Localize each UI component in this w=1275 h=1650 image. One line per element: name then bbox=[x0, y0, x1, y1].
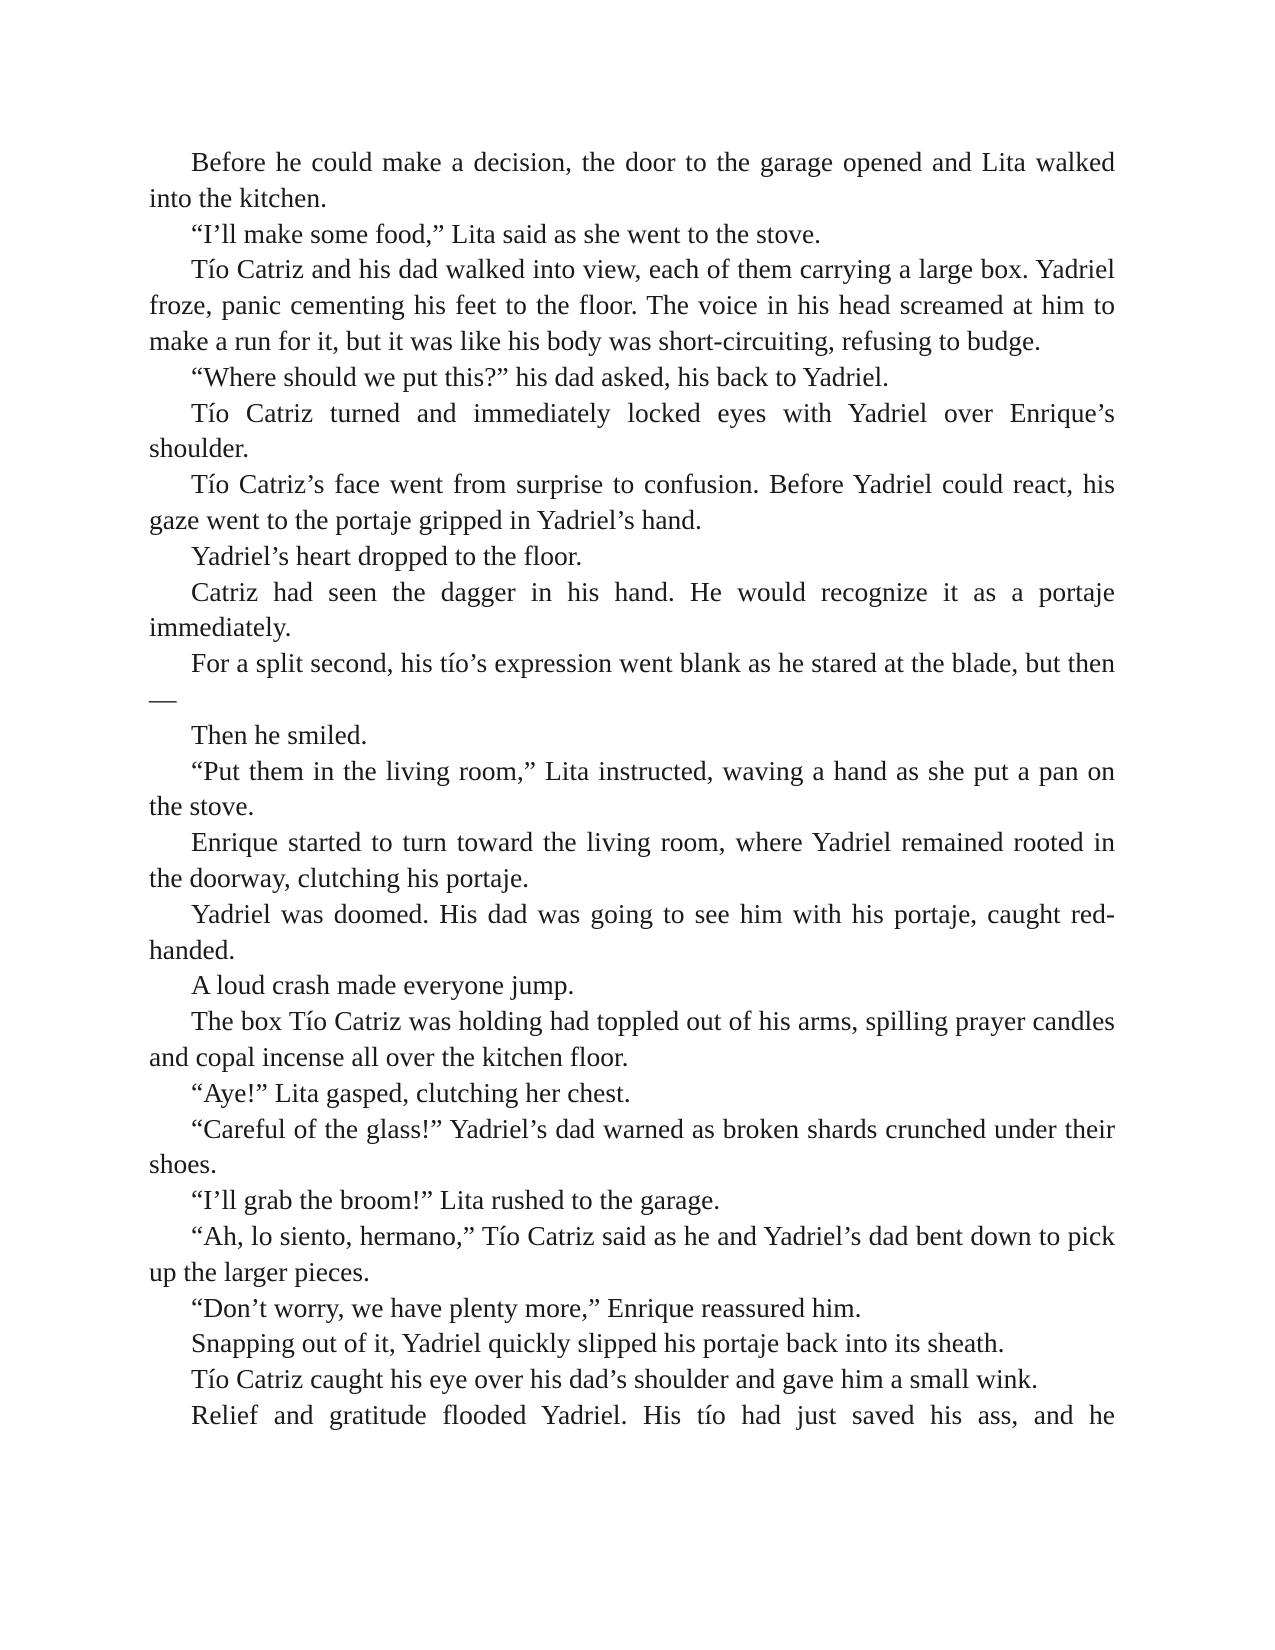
body-text bbox=[149, 144, 1115, 1433]
paragraph: “Where should we put this?” his dad asked, his back to Yadriel. bbox=[191, 360, 890, 392]
paragraph: Tío Catriz turned and immediately locked eyes with Yadriel over Enrique’s shoulder. bbox=[149, 396, 1115, 464]
paragraph: Tío Catriz and his dad walked into view, each of them carrying a large box. Yadriel froze, panic cementing his feet to the floor. The voice in his head screamed at him to make a run for it, but it was like his body was short-circuiting, refusing to budge. bbox=[149, 253, 1115, 356]
paragraph: Tío Catriz’s face went from surprise to confusion. Before Yadriel could react, his gaze went to the portaje gripped in Yadriel’s hand. bbox=[149, 468, 1115, 535]
paragraph: Catriz had seen the dagger in his hand. He would recognize it as a portaje immediately. bbox=[149, 575, 1115, 643]
paragraph: Snapping out of it, Yadriel quickly slipped his portaje back into its sheath. bbox=[191, 1327, 1005, 1359]
paragraph: “Put them in the living room,” Lita instructed, waving a hand as she put a pan on the stove. bbox=[149, 754, 1115, 822]
paragraph: For a split second, his tío’s expression went blank as he stared at the blade, but then— bbox=[149, 647, 1115, 714]
paragraph: A loud crash made everyone jump. bbox=[191, 969, 575, 1001]
paragraph: “I’ll make some food,” Lita said as she went to the stove. bbox=[191, 217, 822, 249]
paragraph: “Don’t worry, we have plenty more,” Enrique reassured him. bbox=[191, 1291, 862, 1323]
paragraph: Enrique started to turn toward the living room, where Yadriel remained rooted in the doorway, clutching his portaje. bbox=[149, 826, 1115, 893]
paragraph: Yadriel’s heart dropped to the floor. bbox=[191, 539, 583, 571]
paragraph: Tío Catriz caught his eye over his dad’s shoulder and gave him a small wink. bbox=[191, 1363, 1038, 1395]
paragraph: “Aye!” Lita gasped, clutching her chest. bbox=[191, 1076, 631, 1108]
paragraph: “Careful of the glass!” Yadriel’s dad warned as broken shards crunched under their shoes. bbox=[149, 1112, 1115, 1180]
paragraph: “I’ll grab the broom!” Lita rushed to the garage. bbox=[191, 1184, 721, 1216]
paragraph: “Ah, lo siento, hermano,” Tío Catriz said as he and Yadriel’s dad bent down to pick up the larger pieces. bbox=[149, 1219, 1115, 1287]
paragraph: Relief and gratitude flooded Yadriel. His tío had just saved his ass, and he bbox=[191, 1398, 1115, 1430]
paragraph: Before he could make a decision, the door to the garage opened and Lita walked into the kitchen. bbox=[149, 146, 1115, 213]
paragraph: Then he smiled. bbox=[191, 718, 368, 750]
paragraph: The box Tío Catriz was holding had toppled out of his arms, spilling prayer candles and copal incense all over the kitchen floor. bbox=[149, 1005, 1115, 1072]
paragraph: Yadriel was doomed. His dad was going to see him with his portaje, caught red-handed. bbox=[149, 897, 1115, 965]
